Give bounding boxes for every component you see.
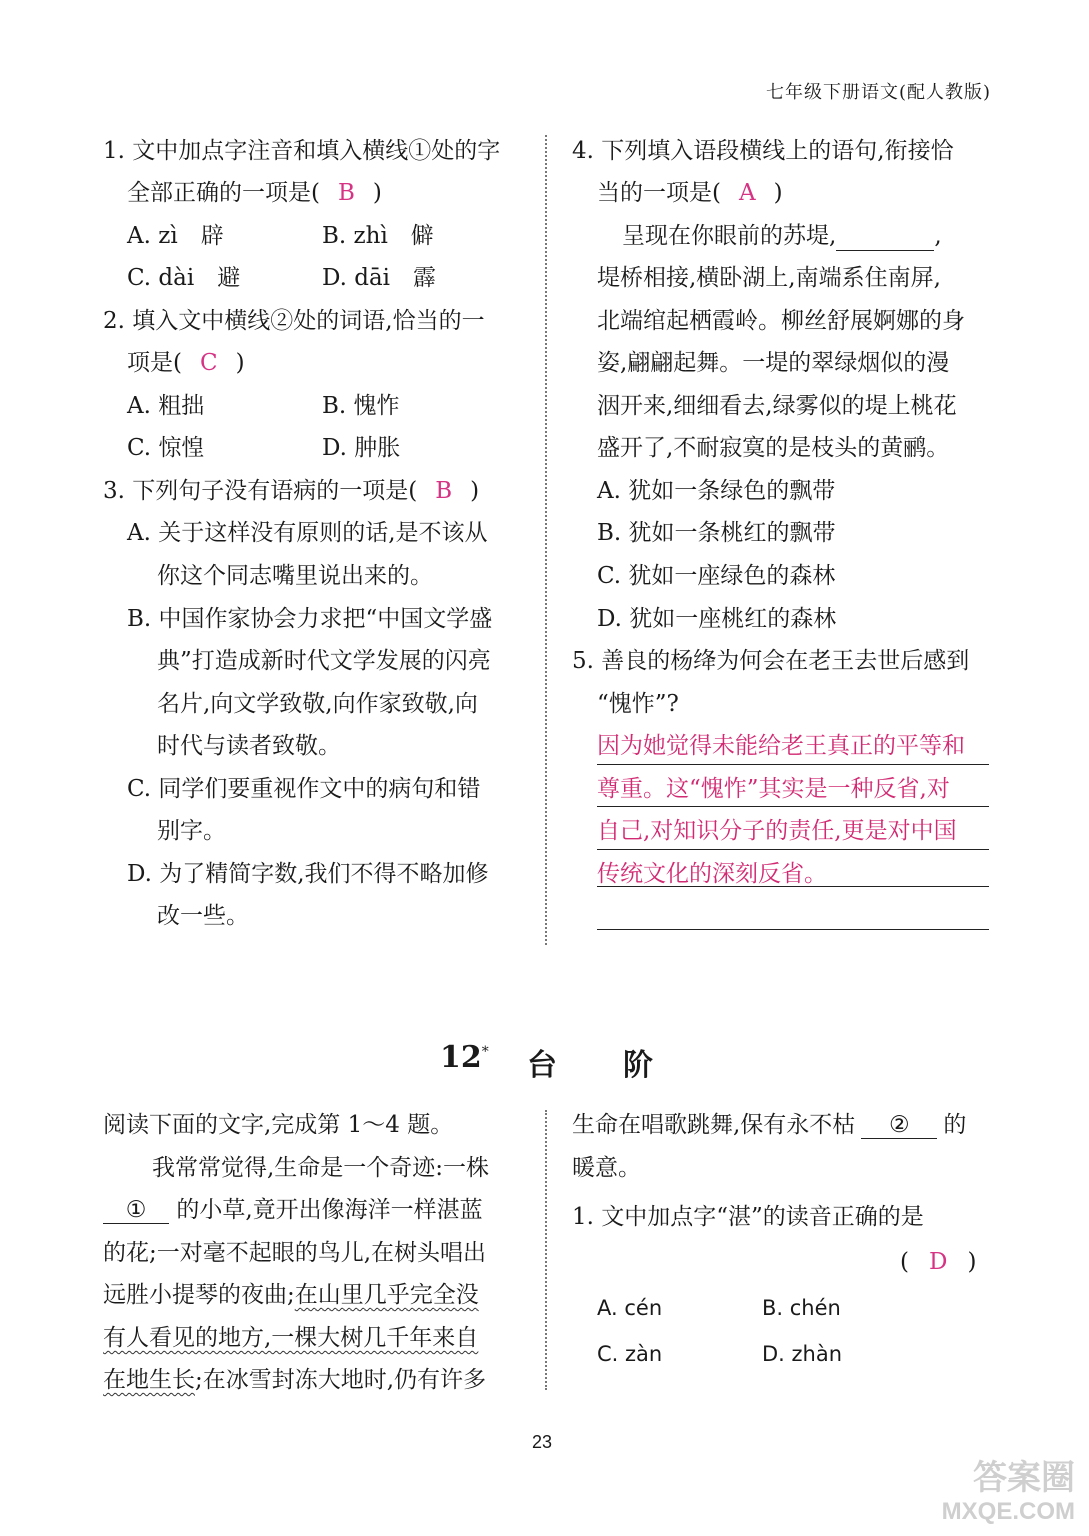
q4-option-a: A. 犹如一条绿色的飘带 bbox=[597, 478, 836, 504]
q1-stem-line2: 全部正确的一项是( B ) bbox=[127, 180, 382, 206]
q5-answer-rule2 bbox=[597, 806, 989, 807]
passage-line4: 远胜小提琴的夜曲;在山里几乎完全没 bbox=[103, 1282, 479, 1308]
q5-answer-rule3 bbox=[597, 849, 989, 850]
wavy-underlined-text-1: 在山里几乎完全没 bbox=[294, 1282, 479, 1308]
sec-q1-option-b: B. chén bbox=[762, 1296, 841, 1320]
column-divider-top bbox=[545, 135, 547, 945]
q1-answer: B bbox=[337, 180, 355, 206]
q4-passage-line3: 北端绾起栖霞岭。柳丝舒展婀娜的身 bbox=[597, 308, 965, 334]
sec-q1-option-a: A. cén bbox=[597, 1296, 663, 1320]
q2-stem-line1: 2. 填入文中横线②处的词语,恰当的一 bbox=[103, 308, 485, 334]
q4-stem-line1: 4. 下列填入语段横线上的语句,衔接恰 bbox=[572, 138, 954, 164]
passage-line1: 我常常觉得,生命是一个奇迹:一株 bbox=[152, 1155, 490, 1181]
q5-stem-line2: “愧怍”? bbox=[597, 691, 679, 717]
q4-passage-line1: 呈现在你眼前的苏堤, , bbox=[622, 223, 942, 249]
page-header: 七年级下册语文(配人教版) bbox=[765, 82, 991, 103]
watermark-logo: 答案圈 MXQE.COM bbox=[941, 1459, 1075, 1525]
passage-line6: 在地生长;在冰雪封冻大地时,仍有许多 bbox=[103, 1367, 487, 1393]
sec-q1-stem: 1. 文中加点字“湛”的读音正确的是 bbox=[572, 1204, 924, 1230]
q2-stem-line2: 项是( C ) bbox=[127, 350, 245, 376]
q1-option-b: B. zhì 僻 bbox=[322, 223, 434, 249]
column-divider-bottom bbox=[545, 1110, 547, 1390]
passage-cont-line1: 生命在唱歌跳舞,保有永不枯 ② 的 bbox=[572, 1112, 967, 1138]
section-title-char2: 阶 bbox=[623, 1048, 653, 1083]
q3-option-d-line1: D. 为了精简字数,我们不得不略加修 bbox=[127, 861, 489, 887]
q5-answer-rule1 bbox=[597, 764, 989, 765]
q5-answer-line1: 因为她觉得未能给老王真正的平等和 bbox=[597, 733, 965, 759]
q3-option-a-line1: A. 关于这样没有原则的话,是不该从 bbox=[127, 520, 488, 546]
q1-option-d: D. dāi 霹 bbox=[322, 265, 437, 291]
q1-option-a: A. zì 辟 bbox=[127, 223, 224, 249]
q5-stem-line1: 5. 善良的杨绛为何会在老王去世后感到 bbox=[572, 648, 970, 674]
passage-line3: 的花;一对毫不起眼的鸟儿,在树头唱出 bbox=[103, 1240, 487, 1266]
q4-stem-line2: 当的一项是( A ) bbox=[597, 180, 783, 206]
q1-stem-line1: 1. 文中加点字注音和填入横线①处的字 bbox=[103, 138, 501, 164]
q5-answer-rule4 bbox=[597, 886, 989, 887]
passage-blank-2: ② bbox=[861, 1112, 937, 1139]
passage-line5: 有人看见的地方,一棵大树几千年来自 bbox=[103, 1325, 479, 1351]
passage-intro: 阅读下面的文字,完成第 1～4 题。 bbox=[103, 1112, 454, 1138]
q3-answer: B bbox=[435, 478, 453, 504]
q4-passage-line5: 洇开来,细细看去,绿雾似的堤上桃花 bbox=[597, 393, 957, 419]
q3-option-c-line2: 别字。 bbox=[157, 818, 226, 844]
q5-answer-line4: 传统文化的深刻反省。 bbox=[597, 861, 827, 887]
q3-option-b-line1: B. 中国作家协会力求把“中国文学盛 bbox=[127, 606, 493, 632]
q3-option-a-line2: 你这个同志嘴里说出来的。 bbox=[157, 563, 433, 589]
q1-option-c: C. dài 避 bbox=[127, 265, 241, 291]
q2-option-b: B. 愧怍 bbox=[322, 393, 400, 419]
wavy-underlined-text-2: 在地生长 bbox=[103, 1367, 195, 1393]
sec-q1-option-d: D. zhàn bbox=[762, 1342, 843, 1366]
sec-q1-answer-bracket: ( D ) bbox=[900, 1249, 977, 1275]
q2-answer: C bbox=[199, 350, 218, 376]
q3-stem: 3. 下列句子没有语病的一项是( B ) bbox=[103, 478, 480, 504]
q4-answer: A bbox=[738, 180, 756, 206]
q2-option-a: A. 粗拙 bbox=[127, 393, 205, 419]
passage-cont-line2: 暖意。 bbox=[572, 1155, 641, 1181]
q5-answer-line2: 尊重。这“愧怍”其实是一种反省,对 bbox=[597, 776, 950, 802]
q4-blank bbox=[836, 228, 934, 251]
passage-line2: ① 的小草,竟开出像海洋一样湛蓝 bbox=[103, 1195, 483, 1225]
section-number: 12* bbox=[440, 1040, 489, 1075]
q2-option-d: D. 肿胀 bbox=[322, 435, 401, 461]
sec-q1-option-c: C. zàn bbox=[597, 1342, 663, 1366]
q3-option-c-line1: C. 同学们要重视作文中的病句和错 bbox=[127, 776, 481, 802]
page-number: 23 bbox=[532, 1432, 553, 1452]
q3-option-d-line2: 改一些。 bbox=[157, 903, 249, 929]
q4-option-d: D. 犹如一座桃红的森林 bbox=[597, 606, 837, 632]
passage-blank-1: ① bbox=[103, 1197, 169, 1224]
sec-q1-answer: D bbox=[928, 1249, 948, 1275]
q3-option-b-line2: 典”打造成新时代文学发展的闪亮 bbox=[157, 648, 491, 674]
q3-option-b-line3: 名片,向文学致敬,向作家致敬,向 bbox=[157, 691, 478, 717]
q4-passage-line4: 姿,翩翩起舞。一堤的翠绿烟似的漫 bbox=[597, 350, 950, 376]
section-title-char1: 台 bbox=[527, 1048, 557, 1083]
q2-option-c: C. 惊惶 bbox=[127, 435, 205, 461]
q5-answer-rule5 bbox=[597, 929, 989, 930]
q3-option-b-line4: 时代与读者致敬。 bbox=[157, 733, 341, 759]
q4-passage-line2: 堤桥相接,横卧湖上,南端系住南屏, bbox=[597, 265, 941, 291]
q5-answer-line3: 自己,对知识分子的责任,更是对中国 bbox=[597, 818, 957, 844]
q4-passage-line6: 盛开了,不耐寂寞的是枝头的黄鹂。 bbox=[597, 435, 950, 461]
q4-option-c: C. 犹如一座绿色的森林 bbox=[597, 563, 836, 589]
q4-option-b: B. 犹如一条桃红的飘带 bbox=[597, 520, 836, 546]
